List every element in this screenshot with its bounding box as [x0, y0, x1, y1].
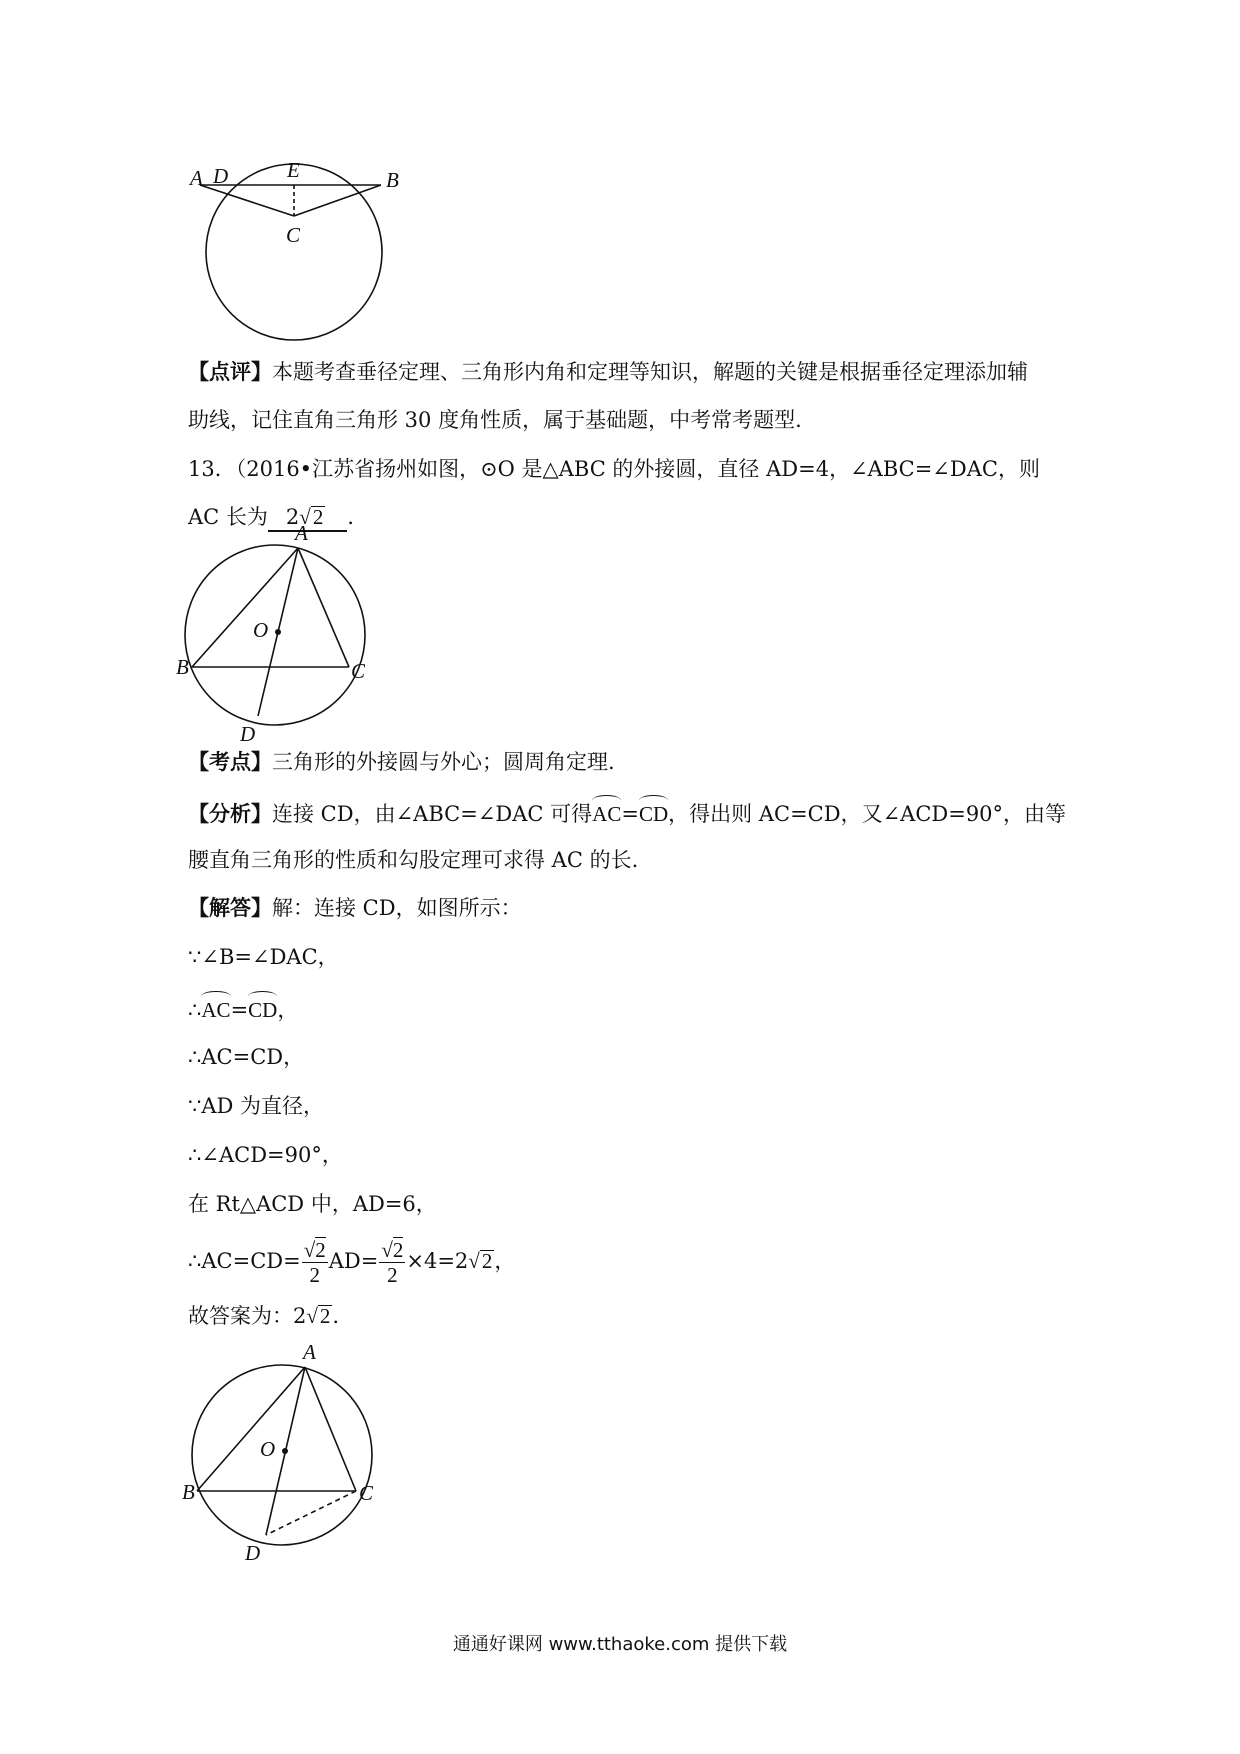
fenxi-line-2 — [188, 846, 638, 874]
step-7-prefix: ∴AC=CD= — [188, 1249, 301, 1273]
step-6: 在 Rt△ACD 中，AD=6， — [188, 1192, 437, 1216]
label-a: A — [295, 521, 308, 545]
fraction-2 — [379, 1238, 405, 1287]
label-e: E — [287, 158, 300, 182]
step-1: ∵∠B=∠DAC， — [188, 945, 339, 969]
step-5: ∴∠ACD=90°， — [188, 1143, 343, 1167]
circle — [192, 1365, 372, 1545]
answer-sqrt: √2 — [299, 505, 324, 529]
step-7-suffix: ， — [494, 1249, 516, 1273]
problem-text-1: （2016•江苏省扬州如图，⊙O 是△ABC 的外接圆，直径 AD=4，∠ABC=∠DAC，则 — [235, 457, 1040, 481]
figure-circumcircle — [176, 521, 385, 746]
step-7-mid-2: ×4=2 — [406, 1249, 469, 1273]
fraction-1 — [302, 1238, 328, 1287]
label-b: B — [182, 1480, 195, 1504]
problem-line-1 — [188, 455, 1040, 483]
fraction-1-radicand: 2 — [315, 1238, 326, 1262]
problem-text-2: AC 长为 — [188, 505, 268, 529]
label-o: O — [260, 1437, 276, 1461]
label-c: C — [359, 1481, 374, 1505]
kaodian-text: 三角形的外接圆与外心；圆周角定理. — [272, 750, 615, 774]
comment-text-1: 本题考查垂径定理、三角形内角和定理等知识，解题的关键是根据垂径定理添加辅 — [272, 360, 1028, 384]
step-2-eq: = — [230, 998, 249, 1022]
segment-ac — [298, 548, 349, 667]
label-c: C — [351, 659, 366, 683]
fenxi-eq: = — [621, 802, 639, 826]
comment-line-1 — [188, 358, 1028, 386]
jieda-line — [188, 894, 522, 922]
kaodian-tag: 【考点】 — [188, 750, 272, 774]
fraction-1-den: 2 — [309, 1263, 320, 1287]
label-a: A — [190, 166, 203, 190]
fenxi-tag: 【分析】 — [188, 802, 272, 826]
fenxi-part-1: 连接 CD，由∠ABC=∠DAC 可得 — [272, 802, 593, 826]
comment-line-2 — [188, 406, 802, 434]
segment-bc — [294, 185, 381, 216]
label-a: A — [303, 1340, 316, 1364]
step-8-sqrt: √2 — [306, 1304, 331, 1328]
comment-tag: 【点评】 — [188, 360, 272, 384]
fraction-1-num: √2 — [303, 1238, 326, 1262]
arc-ac: AC — [592, 797, 621, 828]
step-7-sqrt: √2 — [468, 1249, 493, 1273]
problem-suffix: ． — [347, 505, 369, 529]
answer-radicand: 2 — [312, 505, 324, 529]
step-3: ∴AC=CD， — [188, 1045, 305, 1069]
label-b: B — [386, 168, 399, 192]
step-2-suffix: ， — [277, 998, 299, 1022]
arc-cd: CD — [639, 797, 668, 828]
answer-coef: 2 — [285, 505, 300, 529]
step-2 — [188, 993, 298, 1024]
jieda-tag: 【解答】 — [188, 896, 272, 920]
segment-ac — [305, 1367, 356, 1491]
step-7-radicand: 2 — [481, 1249, 493, 1273]
fenxi-line-1 — [188, 797, 1066, 828]
step-8-prefix: 故答案为：2 — [188, 1304, 307, 1328]
label-c: C — [286, 223, 301, 247]
figure-circumcircle-dashed — [182, 1340, 390, 1565]
center-point — [275, 629, 281, 635]
label-d: D — [240, 722, 256, 746]
jieda-text: 解：连接 CD，如图所示： — [272, 896, 522, 920]
label-o: O — [253, 618, 269, 642]
circle — [185, 545, 365, 725]
step-4: ∵AD 为直径， — [188, 1094, 325, 1118]
segment-ab — [197, 1367, 305, 1491]
segment-ac — [200, 185, 294, 216]
fraction-2-radicand: 2 — [392, 1238, 404, 1262]
fenxi-part-2: ，得出则 AC=CD，又∠ACD=90°，由等 — [668, 802, 1067, 826]
segment-ab — [192, 548, 298, 667]
label-d: D — [245, 1541, 261, 1565]
figure-chord-triangle — [180, 155, 440, 355]
center-point — [282, 1448, 288, 1454]
kaodian-line — [188, 748, 615, 776]
label-b: B — [176, 655, 189, 679]
fraction-2-den: 2 — [387, 1263, 398, 1287]
step-7-mid-1: AD= — [328, 1249, 379, 1273]
comment-text-2: 助线，记住直角三角形 30 度角性质，属于基础题，中考常考题型. — [188, 408, 802, 432]
fenxi-text-2: 腰直角三角形的性质和勾股定理可求得 AC 的长. — [188, 848, 639, 872]
step-2-prefix: ∴ — [188, 998, 202, 1022]
problem-line-2 — [188, 503, 368, 532]
step-8 — [188, 1302, 339, 1330]
arc-ac: AC — [201, 993, 230, 1024]
footer-text: 通通好课网 www.tthaoke.com 提供下载 — [452, 1634, 788, 1655]
step-8-suffix: . — [332, 1304, 340, 1328]
step-8-radicand: 2 — [319, 1304, 331, 1328]
segment-cd-dashed — [266, 1491, 356, 1535]
label-d: D — [213, 164, 229, 188]
fraction-2-num: √2 — [381, 1238, 404, 1262]
problem-number: 13． — [188, 457, 236, 481]
step-7 — [188, 1238, 515, 1287]
circle — [206, 164, 382, 340]
arc-cd: CD — [248, 993, 277, 1024]
